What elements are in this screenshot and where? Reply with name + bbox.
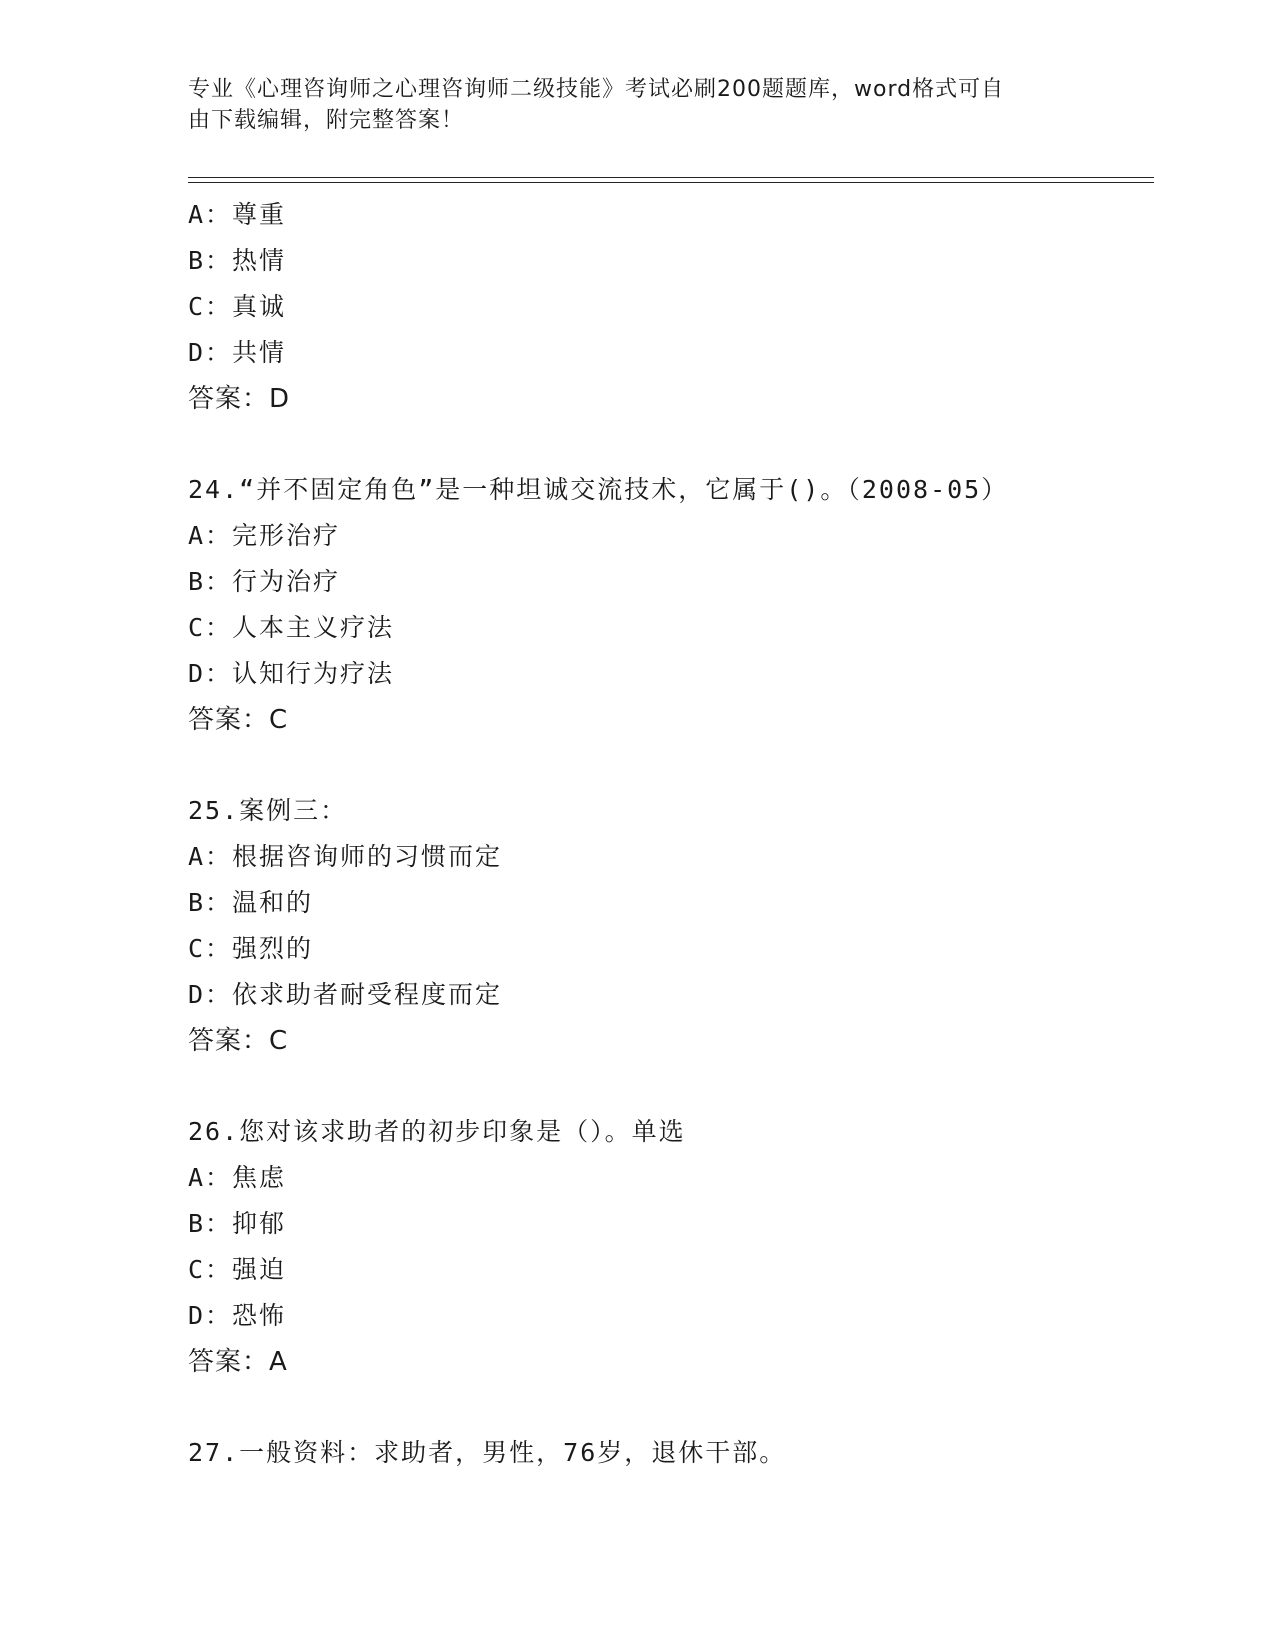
question-text: 24.“并不固定角色”是一种坦诚交流技术，它属于()。（2008-05） (188, 475, 1009, 504)
option-b: B：热情 (188, 246, 287, 275)
question-block-27 (188, 1430, 1148, 1476)
question-list (188, 192, 1148, 1476)
question-text: 27.一般资料：求助者，男性，76岁，退休干部。 (188, 1438, 787, 1467)
option-b: B：温和的 (188, 888, 314, 917)
option-d: D：依求助者耐受程度而定 (188, 980, 503, 1009)
document-header (188, 74, 1068, 136)
question-block-23 (188, 192, 1148, 422)
option-a: A：根据咨询师的习惯而定 (188, 842, 503, 871)
header-divider-bottom (188, 182, 1154, 183)
option-a: A：焦虑 (188, 1163, 287, 1192)
option-d: D：共情 (188, 338, 287, 367)
option-b: B：行为治疗 (188, 567, 341, 596)
option-c: C：人本主义疗法 (188, 613, 395, 642)
option-b: B：抑郁 (188, 1209, 287, 1238)
header-line-2: 由下载编辑，附完整答案！ (188, 108, 465, 133)
question-block-26 (188, 1109, 1148, 1385)
option-d: D：认知行为疗法 (188, 659, 395, 688)
header-divider-top (188, 177, 1154, 178)
answer-line: 答案：C (188, 1026, 289, 1056)
option-a: A：尊重 (188, 200, 287, 229)
question-text: 26.您对该求助者的初步印象是（）。单选 (188, 1117, 686, 1146)
option-d: D：恐怖 (188, 1301, 287, 1330)
answer-line: 答案：C (188, 705, 289, 735)
answer-line: 答案：D (188, 384, 291, 414)
option-c: C：强烈的 (188, 934, 314, 963)
option-a: A：完形治疗 (188, 521, 341, 550)
question-block-24 (188, 467, 1148, 743)
question-block-25 (188, 788, 1148, 1064)
answer-line: 答案：A (188, 1347, 288, 1377)
option-c: C：真诚 (188, 292, 287, 321)
option-c: C：强迫 (188, 1255, 287, 1284)
question-text: 25.案例三： (188, 796, 348, 825)
header-line-1: 专业《心理咨询师之心理咨询师二级技能》考试必刷200题题库，word格式可自 (188, 77, 1005, 102)
